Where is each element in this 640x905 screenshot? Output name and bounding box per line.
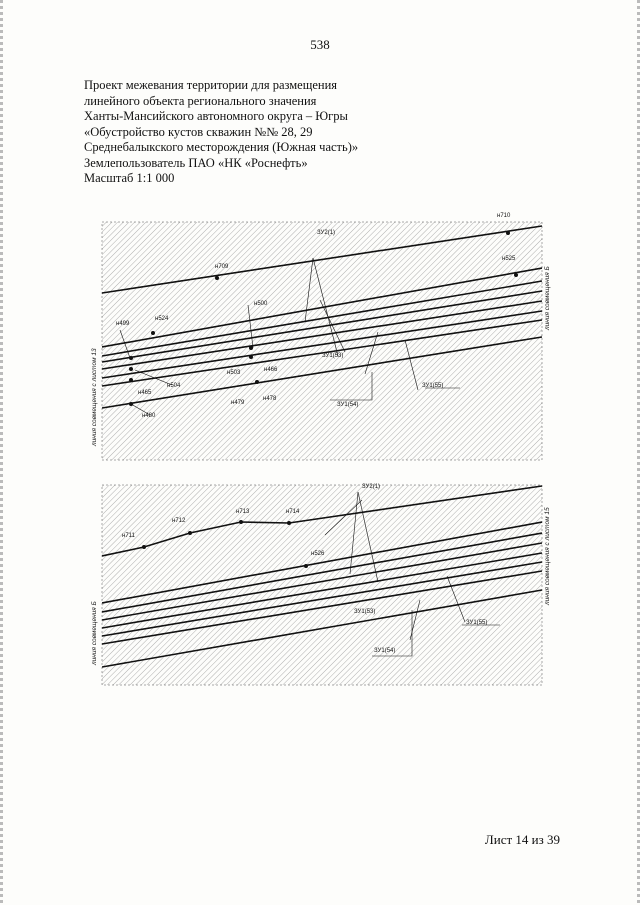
point-marker (304, 564, 308, 568)
point-label-n524: н524 (155, 316, 169, 322)
point-label-n478: н478 (263, 396, 277, 402)
header-line: «Обустройство кустов скважин №№ 28, 29 (84, 124, 313, 139)
point-label-n480: н480 (142, 413, 156, 419)
point-label-n500: н500 (254, 301, 268, 307)
point-label-n466: н466 (264, 367, 278, 373)
point-label-n710: н710 (497, 213, 511, 219)
header-line: Землепользователь ПАО «НК «Роснефть» (84, 155, 308, 170)
hatched-area (102, 222, 542, 460)
point-label-n709: н709 (215, 264, 229, 270)
map-sheet-1 (91, 213, 551, 460)
zone-label-zu2-1: ЗУ2(1) (317, 230, 336, 236)
point-marker (249, 355, 253, 359)
point-label-n479: н479 (231, 400, 245, 406)
point-label-n499: н499 (116, 321, 130, 327)
zone-label-zu1-55: ЗУ1(55) (422, 383, 444, 389)
zone-label-zu1-53: ЗУ1(53) (322, 353, 344, 359)
zone-label-zu1-55: ЗУ1(55) (466, 620, 488, 626)
zone-label-zu2-1: ЗУ2(1) (362, 484, 381, 490)
point-label-n526: н526 (311, 551, 325, 557)
header-line: Среднебалыкского месторождения (Южная часть)» (84, 140, 359, 154)
point-label-n504: н504 (167, 383, 181, 389)
point-marker (142, 545, 146, 549)
point-label-n503: н503 (227, 370, 241, 376)
header-line: Ханты-Мансийского автономного округа – Югры (84, 109, 348, 123)
side-label-right: линия совмещения Б (544, 266, 551, 330)
side-label-left: линия совмещения с листом 13 (91, 348, 98, 446)
point-marker (239, 520, 243, 524)
point-marker (506, 231, 510, 235)
point-marker (129, 367, 133, 371)
side-label-left: линия совмещения Б (91, 601, 98, 665)
point-label-n465: н465 (138, 390, 152, 396)
point-marker (188, 531, 192, 535)
sheet-number: Лист 14 из 39 (484, 832, 560, 847)
zone-label-zu1-53: ЗУ1(53) (354, 609, 376, 615)
point-label-n711: н711 (122, 533, 135, 539)
page-number: 538 (310, 37, 330, 52)
point-label-n713: н713 (236, 509, 250, 515)
point-marker (287, 521, 291, 525)
point-label-n712: н712 (172, 518, 186, 524)
point-marker (151, 331, 155, 335)
zone-label-zu1-54: ЗУ1(54) (337, 402, 359, 408)
zone-label-zu1-54: ЗУ1(54) (374, 648, 396, 654)
header-line: линейного объекта регионального значения (84, 93, 317, 108)
map-sheet-2 (91, 484, 551, 685)
point-label-n714: н714 (286, 509, 300, 515)
point-marker (215, 276, 219, 280)
point-marker (129, 402, 133, 406)
point-marker (129, 356, 133, 360)
point-label-n525: н525 (502, 256, 516, 262)
side-label-right: линия совмещения с листом 15 (544, 507, 551, 605)
point-marker (249, 346, 253, 350)
point-marker (255, 380, 259, 384)
header-line: Масштаб 1:1 000 (84, 171, 175, 185)
point-marker (514, 273, 518, 277)
point-marker (129, 378, 133, 382)
header-line: Проект межевания территории для размещения (84, 78, 338, 92)
